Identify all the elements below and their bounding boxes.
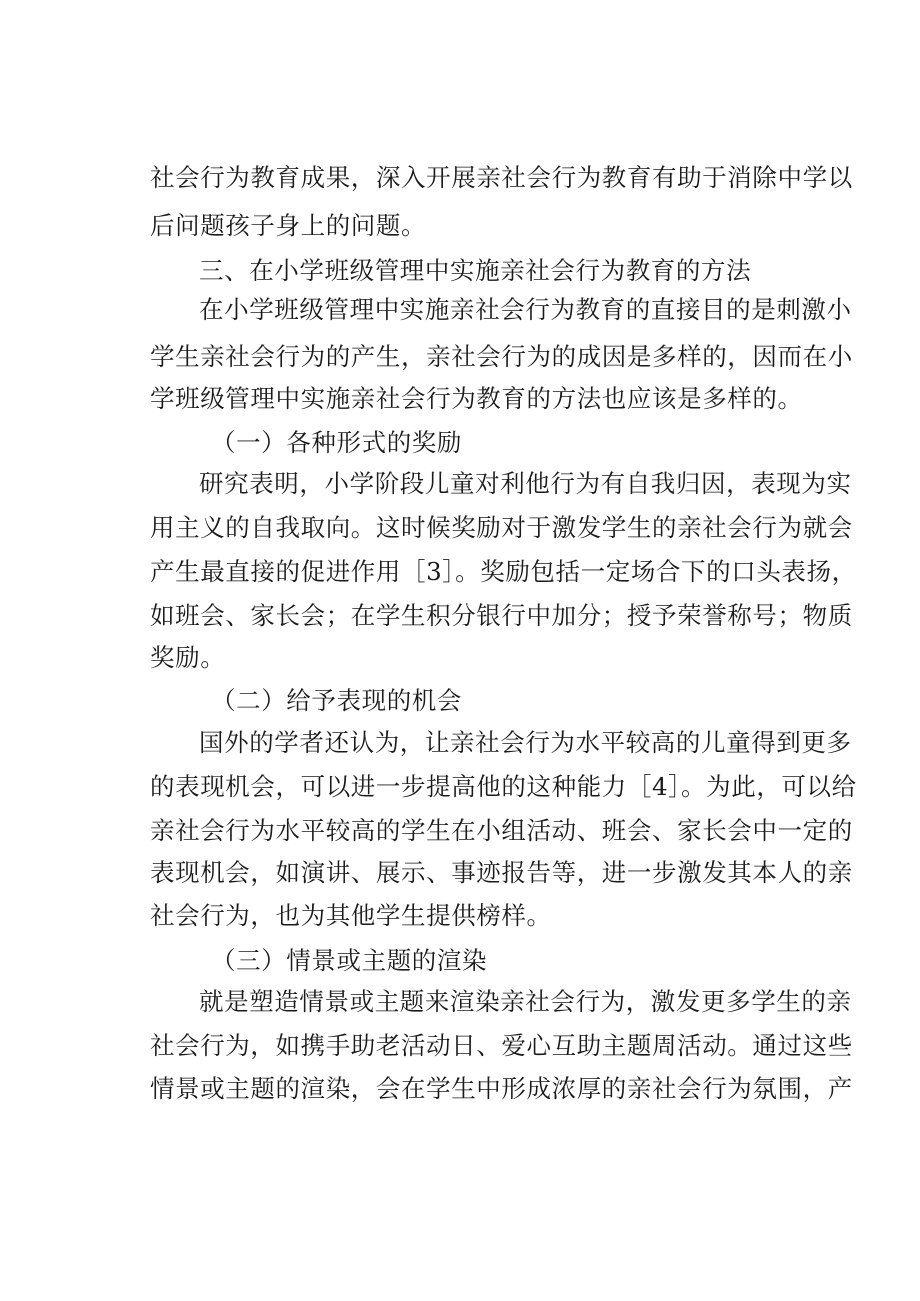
subsection-heading: （一）各种形式的奖励 [211,428,462,457]
paragraph-line: 社会行为教育成果，深入开展亲社会行为教育有助于消除中学以 [150,163,853,192]
paragraph-line: 就是塑造情景或主题来渲染亲社会行为，激发更多学生的亲 [199,987,852,1016]
paragraph-line: 在小学班级管理中实施亲社会行为教育的直接目的是刺激小 [199,295,852,324]
paragraph-line: 情景或主题的渲染，会在学生中形成浓厚的亲社会行为氛围，产 [150,1074,853,1103]
paragraph-line: 如班会、家长会；在学生积分银行中加分；授予荣誉称号；物质 [150,601,853,630]
subsection-heading: （三）情景或主题的渲染 [211,946,488,975]
paragraph-line: 研究表明，小学阶段儿童对利他行为有自我归因，表现为实 [199,469,852,498]
paragraph-line: 社会行为，也为其他学生提供榜样。 [150,901,552,930]
paragraph-line: 亲社会行为水平较高的学生在小组活动、班会、家长会中一定的 [150,816,853,845]
paragraph-line: 国外的学者还认为，让亲社会行为水平较高的儿童得到更多 [199,728,852,757]
subsection-heading: （二）给予表现的机会 [211,686,462,715]
paragraph-line: 学生亲社会行为的产生，亲社会行为的成因是多样的，因而在小 [150,342,853,371]
paragraph-line: 的表现机会，可以进一步提高他的这种能力［4］。为此，可以给 [150,772,857,801]
section-heading: 三、在小学班级管理中实施亲社会行为教育的方法 [199,256,752,285]
paragraph-line: 产生最直接的促进作用［3］。奖励包括一定场合下的口头表扬， [150,557,857,586]
paragraph-line: 用主义的自我取向。这时候奖励对于激发学生的亲社会行为就会 [150,513,853,542]
paragraph-line: 奖励。 [150,643,226,672]
paragraph-line: 表现机会，如演讲、展示、事迹报告等，进一步激发其本人的亲 [150,858,853,887]
paragraph-line: 社会行为，如携手助老活动日、爱心互助主题周活动。通过这些 [150,1031,853,1060]
paragraph-line: 学班级管理中实施亲社会行为教育的方法也应该是多样的。 [150,384,803,413]
paragraph-line: 后问题孩子身上的问题。 [150,211,427,240]
